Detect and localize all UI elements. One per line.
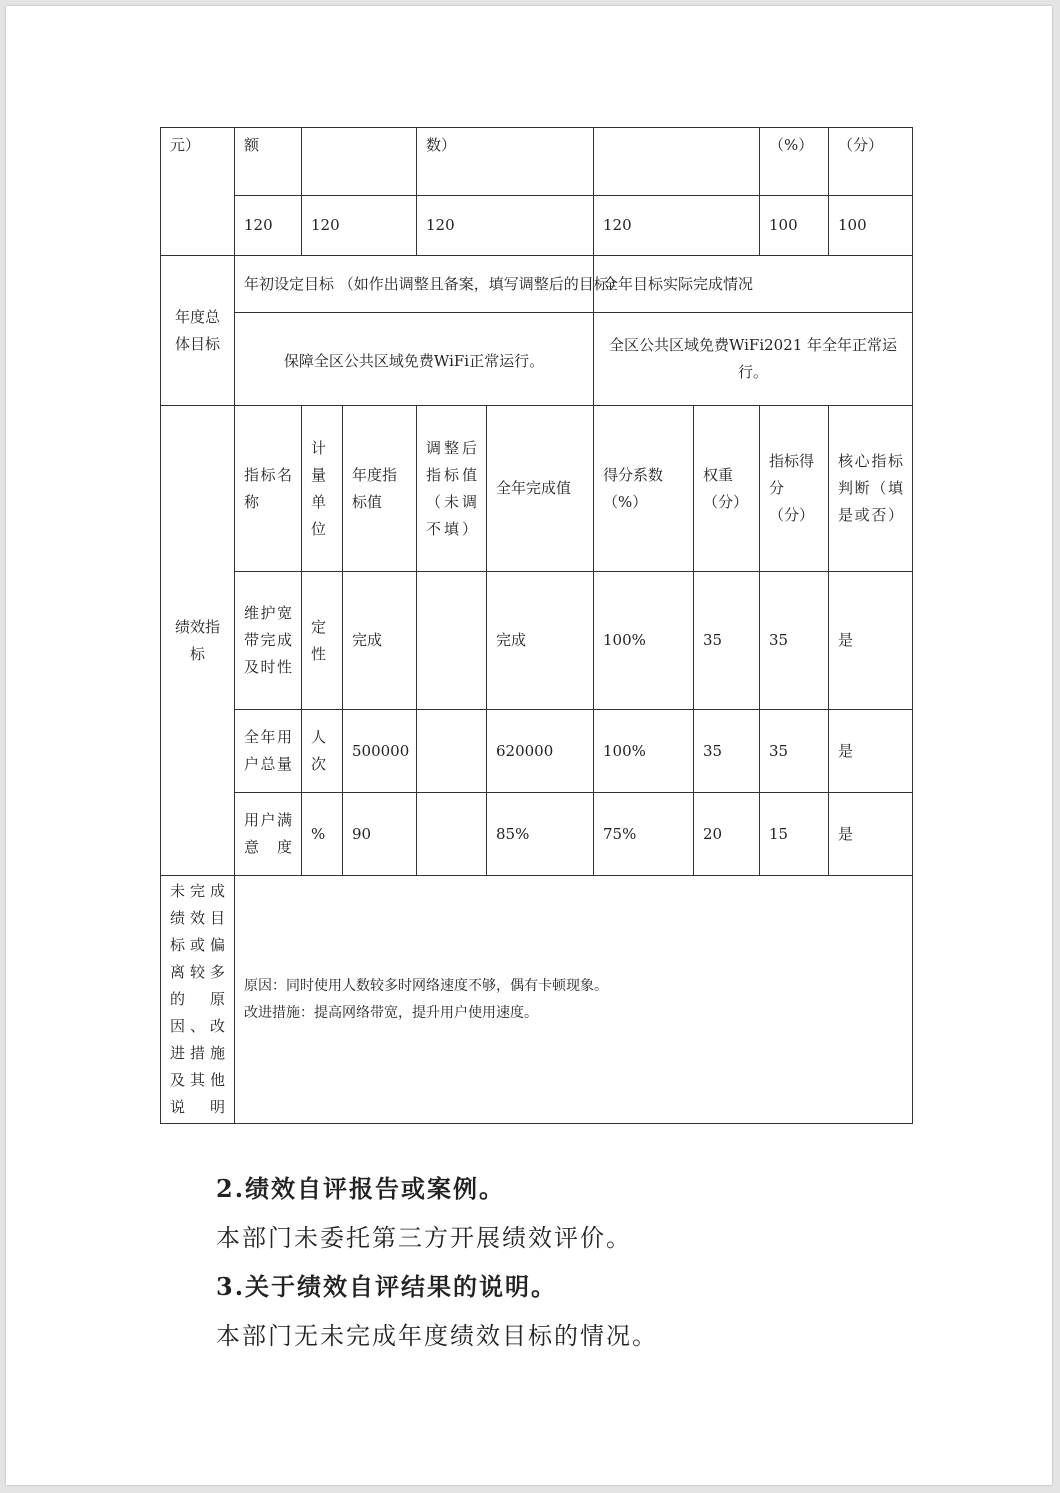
- goal-actual-header: 全年目标实际完成情况: [594, 256, 913, 313]
- indicator-header-cell: 得分系数（%）: [594, 406, 694, 572]
- indicator-core: 是: [829, 793, 913, 876]
- indicator-name: 用户满意度: [235, 793, 302, 876]
- indicator-header-cell: 年度指标值: [343, 406, 417, 572]
- fund-left-label: 元）: [161, 128, 235, 256]
- indicator-header-cell: 权重（分）: [694, 406, 760, 572]
- unfinished-label: 未完成绩效目标或偏离较多的原因、改进措施及其他说明: [161, 876, 235, 1124]
- indicator-header-cell: 指标名称: [235, 406, 302, 572]
- annual-goal-header-row: [161, 256, 913, 313]
- indicator-coefficient: 75%: [594, 793, 694, 876]
- fund-header-row: [161, 128, 913, 196]
- annual-goal-label: 年度总 体目标: [161, 256, 235, 406]
- indicator-score: 35: [760, 710, 829, 793]
- section-heading: 2.绩效自评报告或案例。: [216, 1174, 506, 1203]
- unfinished-explanation: [235, 876, 913, 1124]
- goal-set-value: 保障全区公共区域免费WiFi正常运行。: [235, 313, 594, 406]
- indicator-header-cell: 核心指标判断（填是或否）: [829, 406, 913, 572]
- annual-goal-value-row: [161, 313, 913, 406]
- indicator-row: [161, 710, 913, 793]
- indicator-actual: 完成: [487, 572, 594, 710]
- indicator-adjusted: [417, 710, 487, 793]
- indicator-header-cell: 调整后指标值（未调不填）: [417, 406, 487, 572]
- fund-value-cell: 100: [829, 196, 913, 256]
- fund-value-cell: 120: [302, 196, 417, 256]
- fund-header-cell: 数）: [417, 128, 594, 196]
- unfinished-measure: 改进措施：提高网络带宽，提升用户使用速度。: [244, 1004, 538, 1021]
- indicator-header-cell: 计量单位: [302, 406, 343, 572]
- indicator-adjusted: [417, 572, 487, 710]
- indicator-name: 维护宽带完成及时性: [235, 572, 302, 710]
- fund-value-cell: 120: [594, 196, 760, 256]
- indicator-core: 是: [829, 572, 913, 710]
- fund-value-cell: 120: [235, 196, 302, 256]
- indicator-unit: 定性: [302, 572, 343, 710]
- indicator-header-cell: 全年完成值: [487, 406, 594, 572]
- indicator-weight: 20: [694, 793, 760, 876]
- performance-table: [160, 127, 913, 1124]
- fund-header-cell: （%）: [760, 128, 829, 196]
- section-heading: 3.关于绩效自评结果的说明。: [216, 1272, 558, 1301]
- indicator-weight: 35: [694, 710, 760, 793]
- indicator-adjusted: [417, 793, 487, 876]
- indicator-name: 全年用户总量: [235, 710, 302, 793]
- goal-actual-value: 全区公共区域免费WiFi2021 年全年正常运行。: [594, 313, 913, 406]
- indicator-unit: 人次: [302, 710, 343, 793]
- fund-header-cell: [302, 128, 417, 196]
- indicator-header-row: [161, 406, 913, 572]
- indicator-weight: 35: [694, 572, 760, 710]
- indicator-target: 完成: [343, 572, 417, 710]
- fund-value-cell: 120: [417, 196, 594, 256]
- indicator-unit: %: [302, 793, 343, 876]
- section-body: 本部门未委托第三方开展绩效评价。: [216, 1224, 632, 1252]
- fund-header-cell: 额: [235, 128, 302, 196]
- indicator-coefficient: 100%: [594, 710, 694, 793]
- section-body: 本部门无未完成年度绩效目标的情况。: [216, 1322, 658, 1350]
- indicator-score: 35: [760, 572, 829, 710]
- fund-value-row: [161, 196, 913, 256]
- indicator-target: 90: [343, 793, 417, 876]
- unfinished-reason: 原因：同时使用人数较多时网络速度不够，偶有卡顿现象。: [244, 977, 608, 994]
- indicator-label: 绩效指 标: [161, 406, 235, 876]
- indicator-row: [161, 793, 913, 876]
- indicator-row: [161, 572, 913, 710]
- goal-set-header: 年初设定目标 （如作出调整且备案，填写调整后的目标）: [235, 256, 594, 313]
- indicator-target: 500000: [343, 710, 417, 793]
- indicator-actual: 620000: [487, 710, 594, 793]
- fund-header-cell: （分）: [829, 128, 913, 196]
- indicator-coefficient: 100%: [594, 572, 694, 710]
- indicator-actual: 85%: [487, 793, 594, 876]
- fund-value-cell: 100: [760, 196, 829, 256]
- indicator-core: 是: [829, 710, 913, 793]
- unfinished-row: [161, 876, 913, 1124]
- indicator-score: 15: [760, 793, 829, 876]
- indicator-header-cell: 指标得分（分）: [760, 406, 829, 572]
- fund-header-cell: [594, 128, 760, 196]
